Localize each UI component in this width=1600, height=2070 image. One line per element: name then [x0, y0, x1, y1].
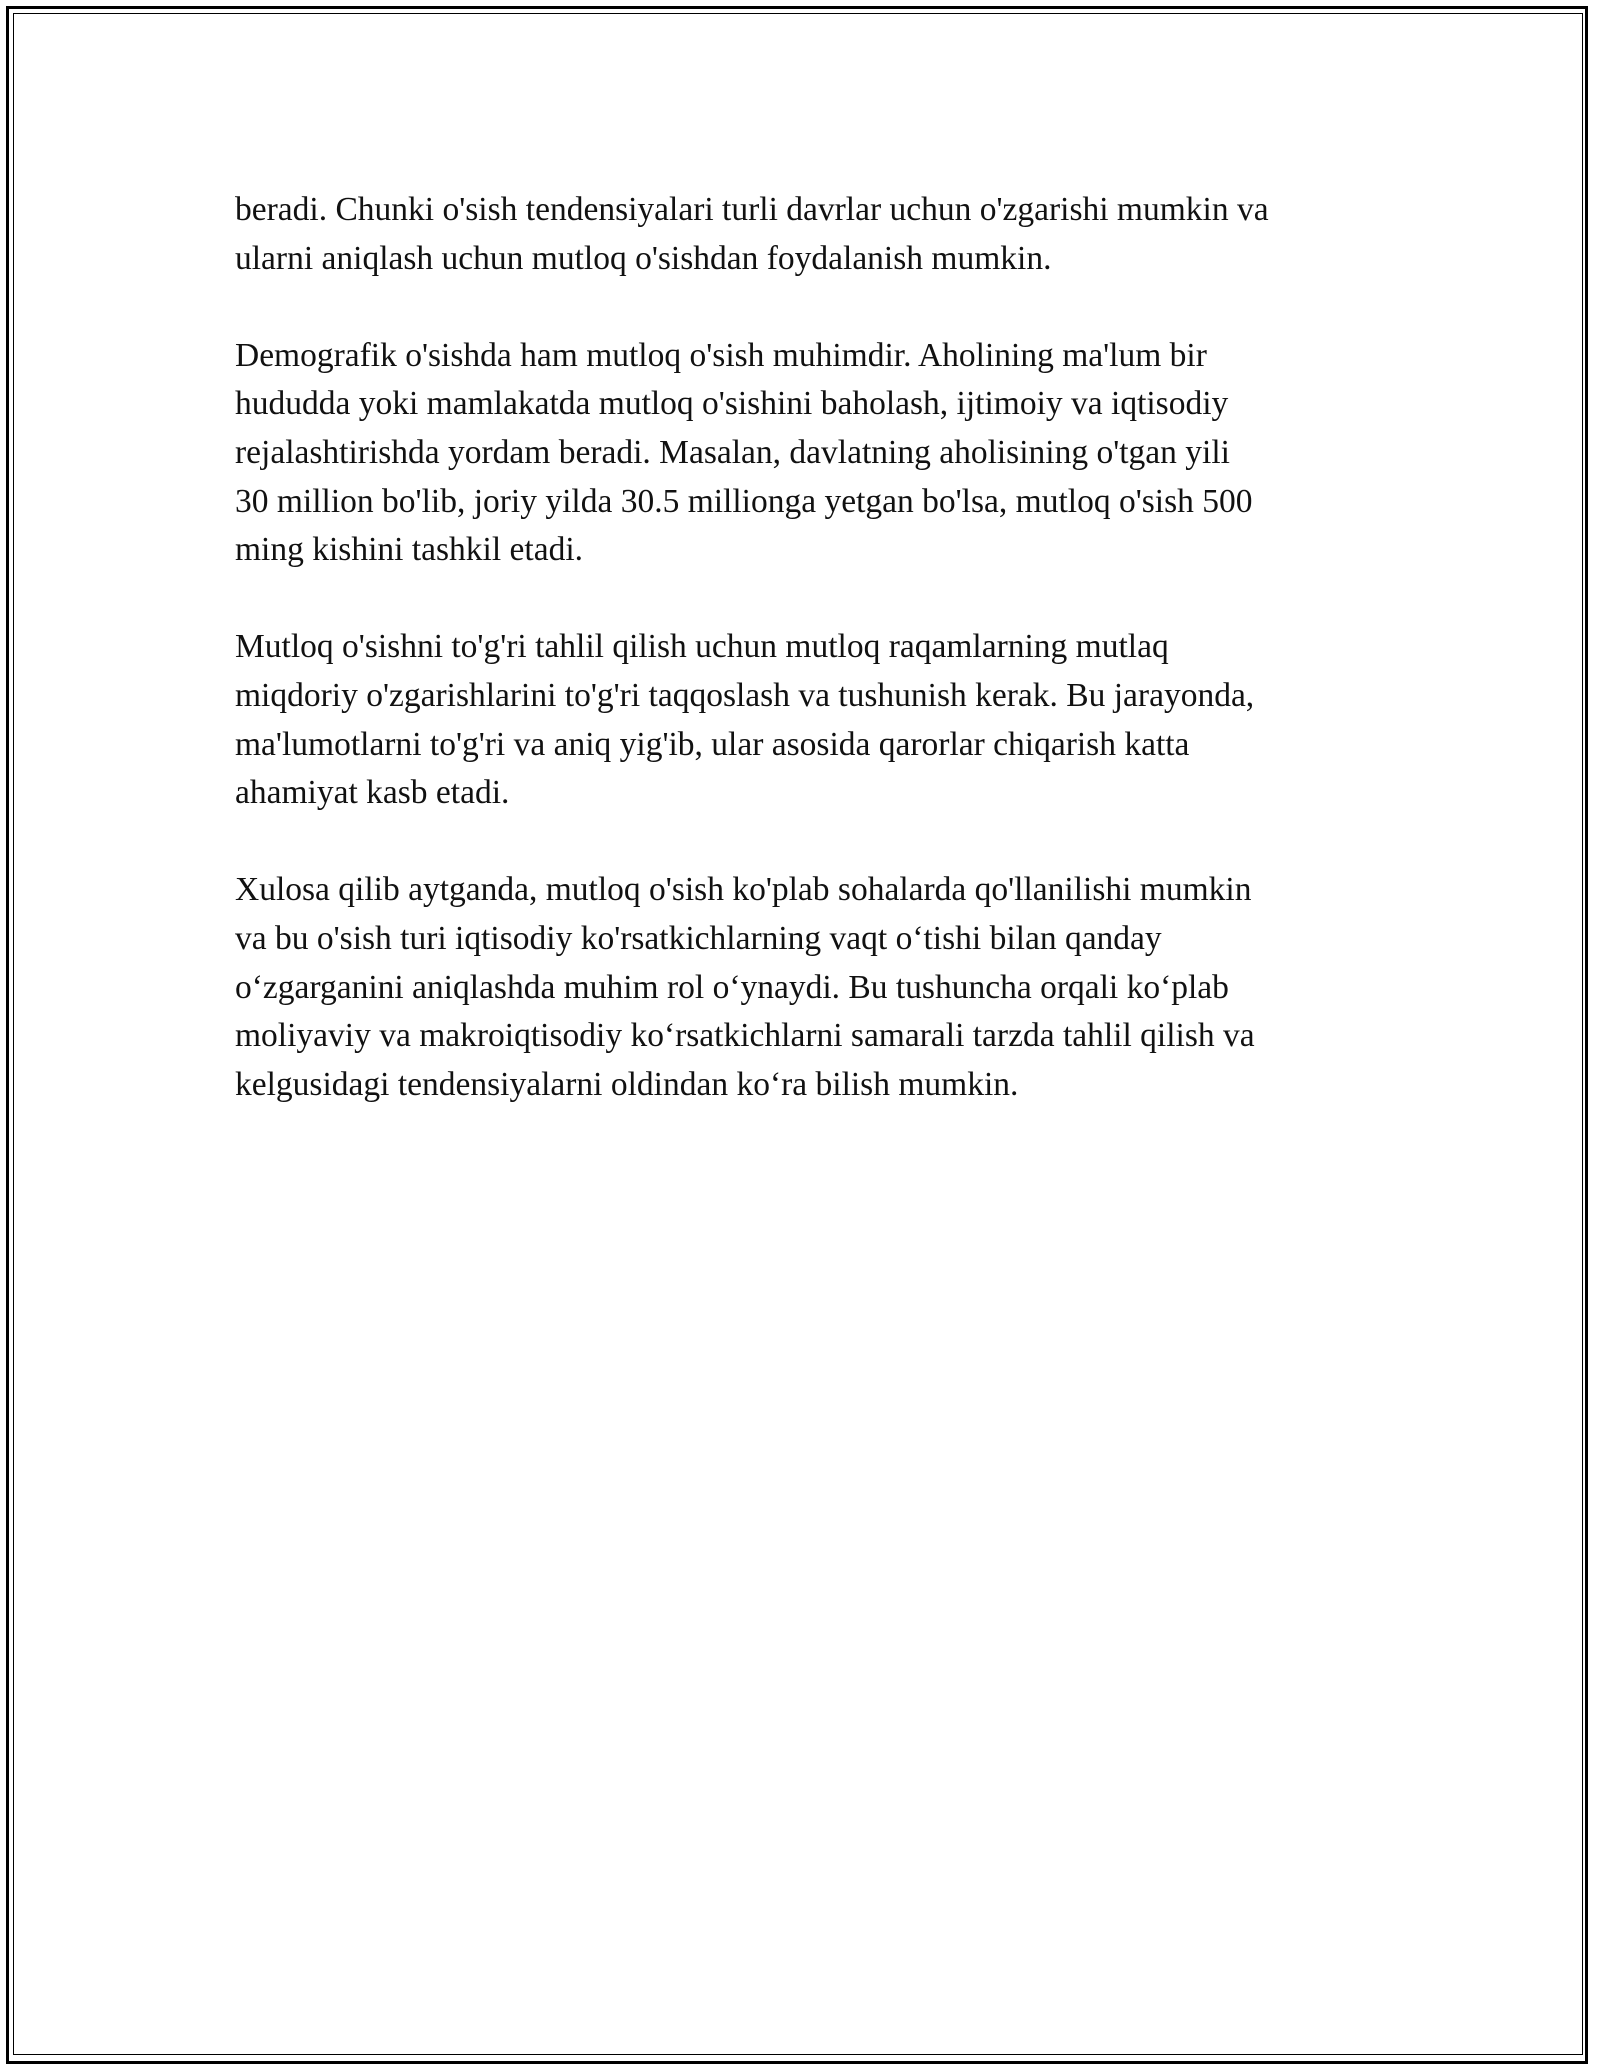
text-line: ma'lumotlarni to'g'ri va aniq yig'ib, ular asosida qarorlar chiqarish katta	[235, 725, 1190, 763]
text-line: ularni aniqlash uchun mutloq o'sishdan foydalanish mumkin.	[235, 239, 1052, 277]
paragraph-conclusion	[235, 866, 1385, 1109]
document-body	[235, 186, 1385, 1158]
text-line: ahamiyat kasb etadi.	[235, 774, 510, 812]
text-line: beradi. Chunki o'sish tendensiyalari turli davrlar uchun o'zgarishi mumkin va	[235, 191, 1269, 228]
text-line: rejalashtirishda yordam beradi. Masalan, davlatning aholisining o'tgan yili	[235, 433, 1230, 471]
text-line: o‘zgarganini aniqlashda muhim rol o‘ynaydi. Bu tushuncha orqali ko‘plab	[235, 968, 1229, 1006]
text-line: Xulosa qilib aytganda, mutloq o'sish ko'plab sohalarda qo'llanilishi mumkin	[235, 871, 1252, 909]
paragraph-demographic-growth	[235, 332, 1385, 575]
text-line: 30 million bo'lib, joriy yilda 30.5 millionga yetgan bo'lsa, mutloq o'sish 500	[235, 482, 1253, 520]
text-line: va bu o'sish turi iqtisodiy ko'rsatkichlarning vaqt o‘tishi bilan qanday	[235, 919, 1162, 957]
text-line: Demografik o'sishda ham mutloq o'sish muhimdir. Aholining ma'lum bir	[235, 336, 1207, 374]
text-line: ming kishini tashkil etadi.	[235, 531, 584, 569]
text-line: hududda yoki mamlakatda mutloq o'sishini baholash, ijtimoiy va iqtisodiy	[235, 385, 1229, 423]
text-line: Mutloq o'sishni to'g'ri tahlil qilish uchun mutloq raqamlarning mutlaq	[235, 628, 1169, 666]
paragraph-analysis	[235, 623, 1385, 817]
text-line: miqdoriy o'zgarishlarini to'g'ri taqqoslash va tushunish kerak. Bu jarayonda,	[235, 676, 1255, 714]
text-line: kelgusidagi tendensiyalarni oldindan ko‘ra bilish mumkin.	[235, 1065, 1019, 1103]
paragraph-continuation	[235, 186, 1385, 283]
text-line: moliyaviy va makroiqtisodiy ko‘rsatkichlarni samarali tarzda tahlil qilish va	[235, 1017, 1255, 1055]
